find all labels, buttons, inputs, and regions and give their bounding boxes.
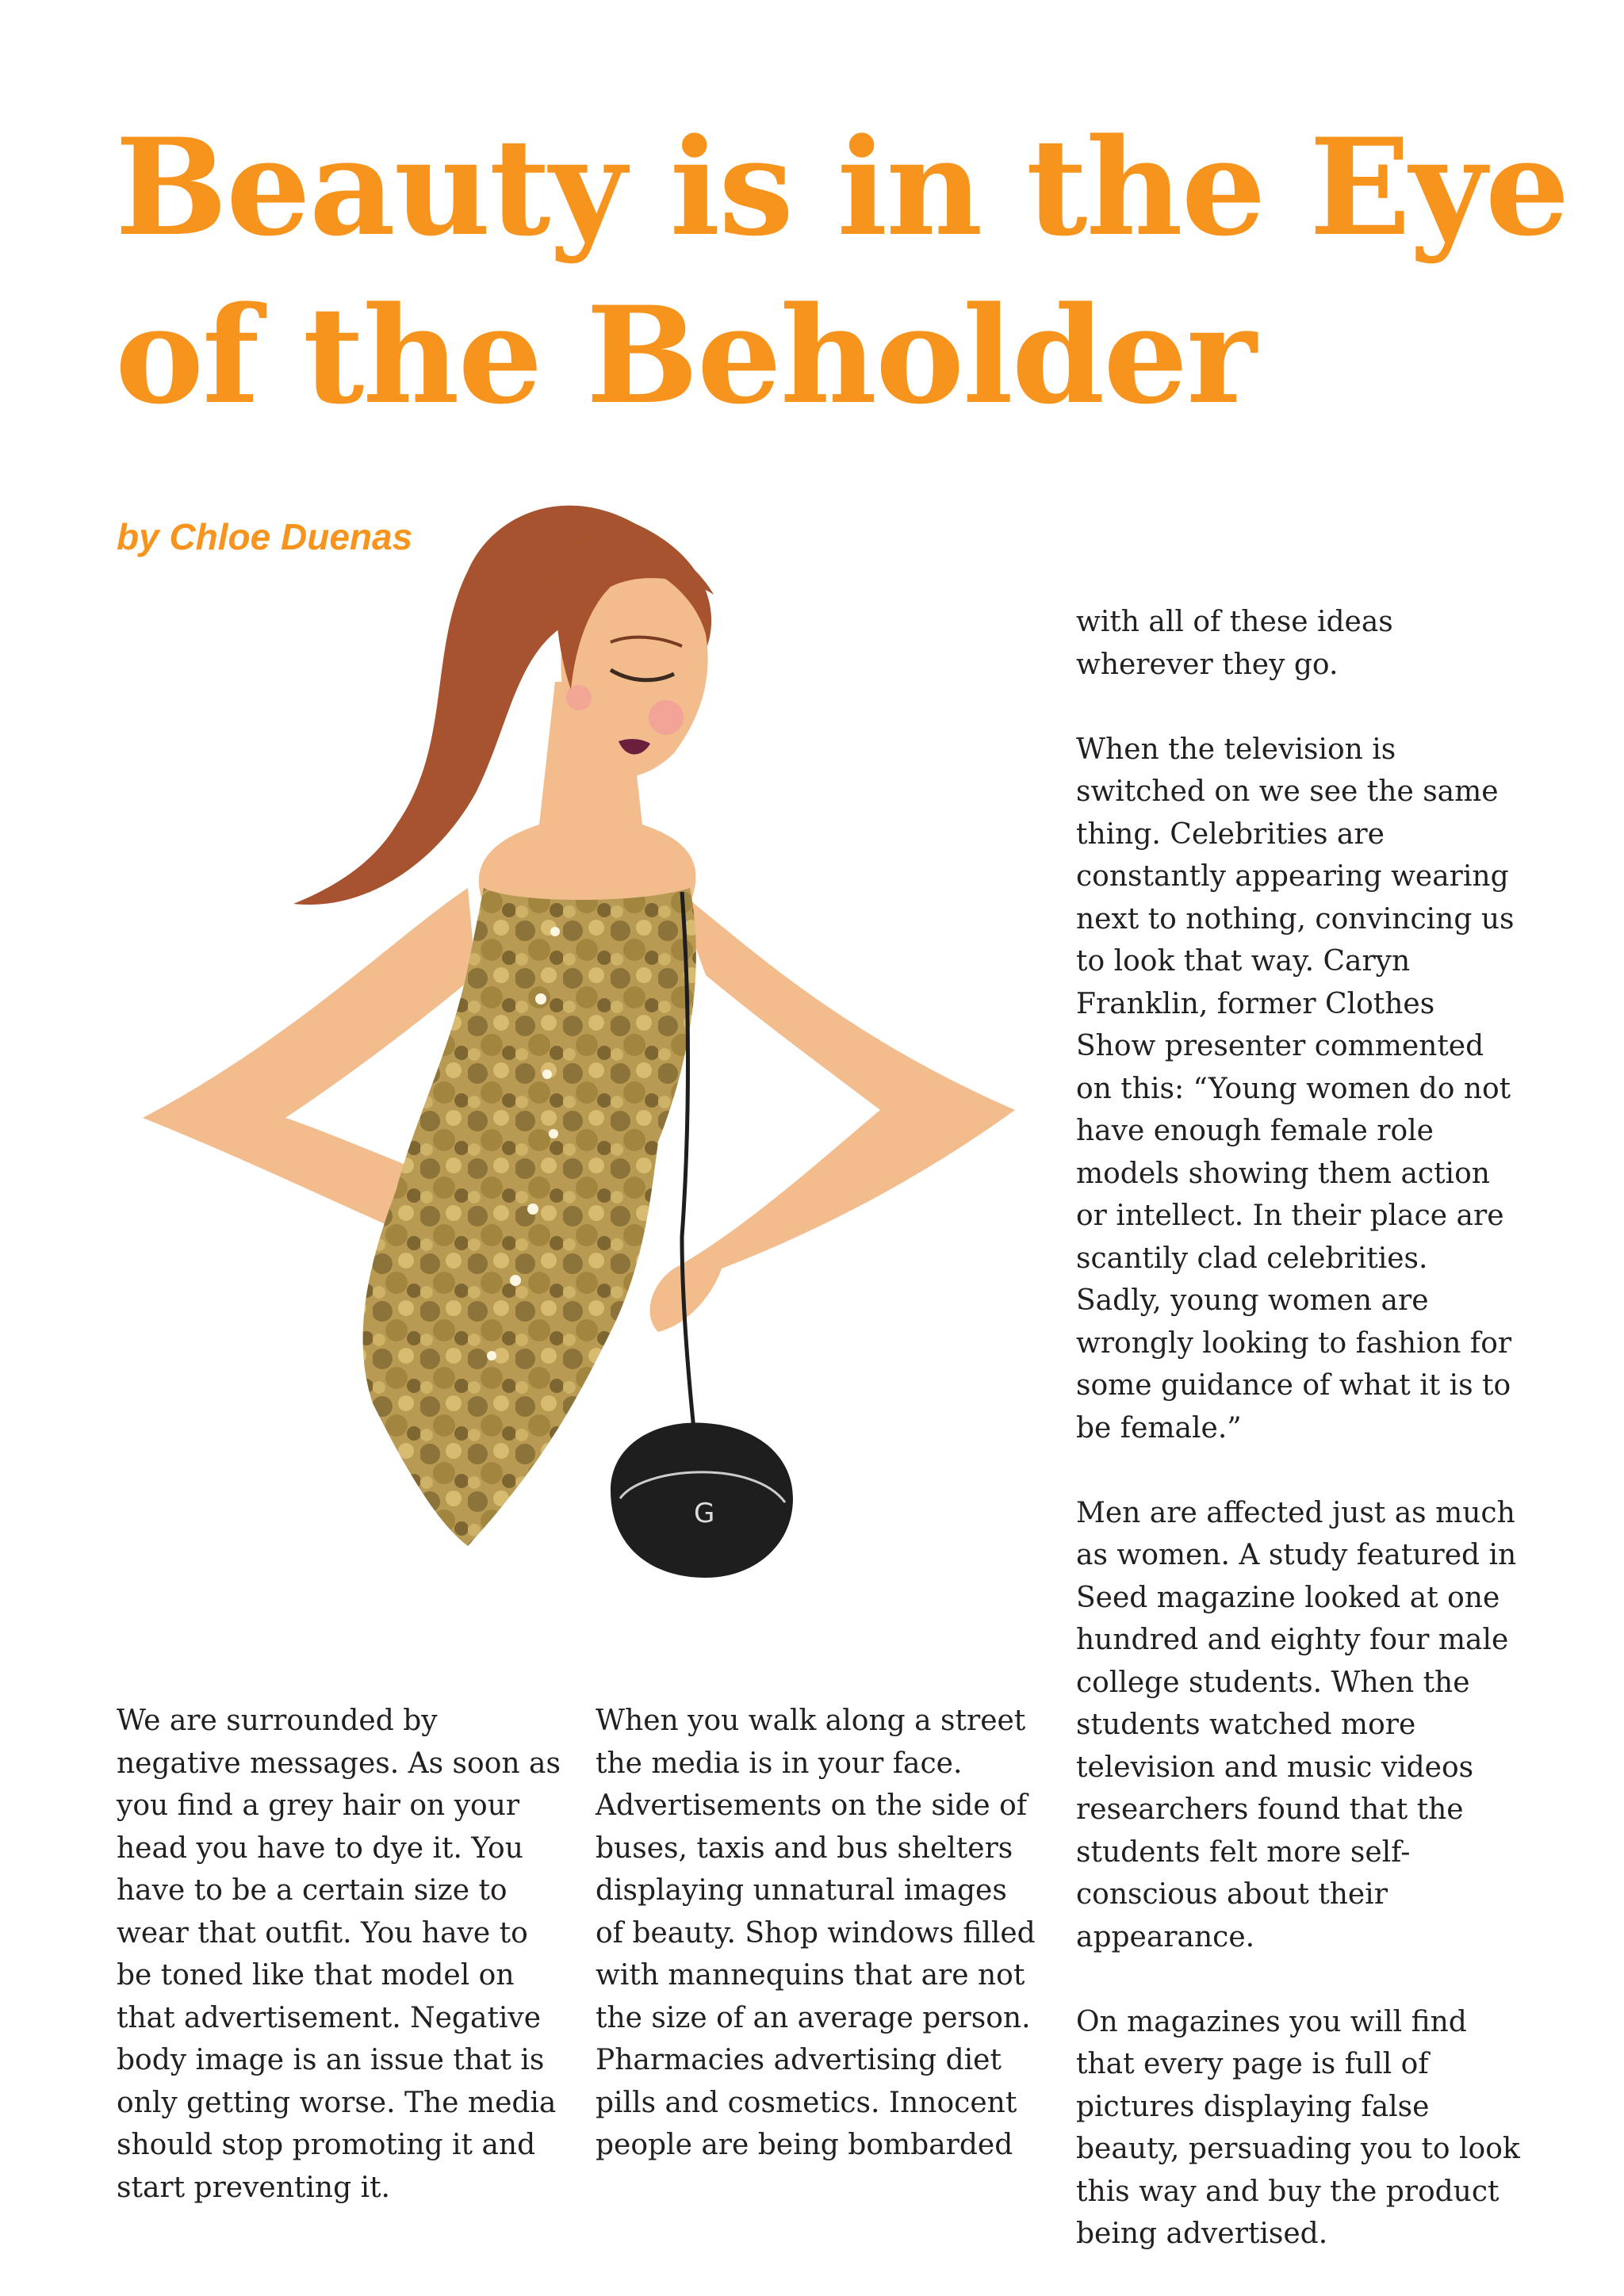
right-arm	[650, 888, 1015, 1332]
article-column-1	[117, 1700, 561, 2209]
article-title: Beauty is in the Eye of the Beholder	[115, 109, 1568, 434]
paragraph: When you walk along a street the media is in your face. Advertisements on the side of buses, taxis and bus shelters displaying unnatural images of beauty. Shop windows filled with mannequins that are not the size of an average person. Pharmacies advertising diet pills and cosmetics. Innocent people are being bombarded	[596, 1705, 1036, 2161]
paragraph: with all of these ideas wherever they go.	[1076, 606, 1393, 681]
bag-monogram: G	[694, 1498, 715, 1529]
blush	[649, 700, 684, 735]
paragraph: When the television is switched on we see the same thing. Celebrities are constantly appearing wearing next to nothing, convincing us to look that way. Caryn Franklin, former Clothes Show presenter commented on this: “Young women do not have enough female role models showing them action or intellect. In their place are scantily clad celebrities. Sadly, young women are wrongly looking to fashion for some guidance of what it is to be female.”	[1076, 733, 1515, 1445]
byline: by Chloe Duenas	[117, 516, 413, 557]
article-column-3	[1076, 601, 1520, 2256]
paragraph: On magazines you will find that every page is full of pictures displaying false beauty, persuading you to look this way and buy the product being advertised.	[1076, 2005, 1520, 2250]
fashion-woman-illustration	[135, 492, 1031, 1657]
blush	[566, 685, 592, 710]
paragraph: We are surrounded by negative messages. As soon as you find a grey hair on your head you have to dye it. You have to be a certain size to wear that outfit. You have to be toned like that model on that advertisement. Negative body image is an issue that is only getting worse. The media should stop promoting it and start preventing it.	[117, 1705, 561, 2204]
paragraph: Men are affected just as much as women. A study featured in Seed magazine looked at one hundred and eighty four male college students. When the students watched more television and music videos researchers found that the students felt more self-conscious about their appearance.	[1076, 1496, 1517, 1954]
article-column-2	[596, 1700, 1040, 2167]
